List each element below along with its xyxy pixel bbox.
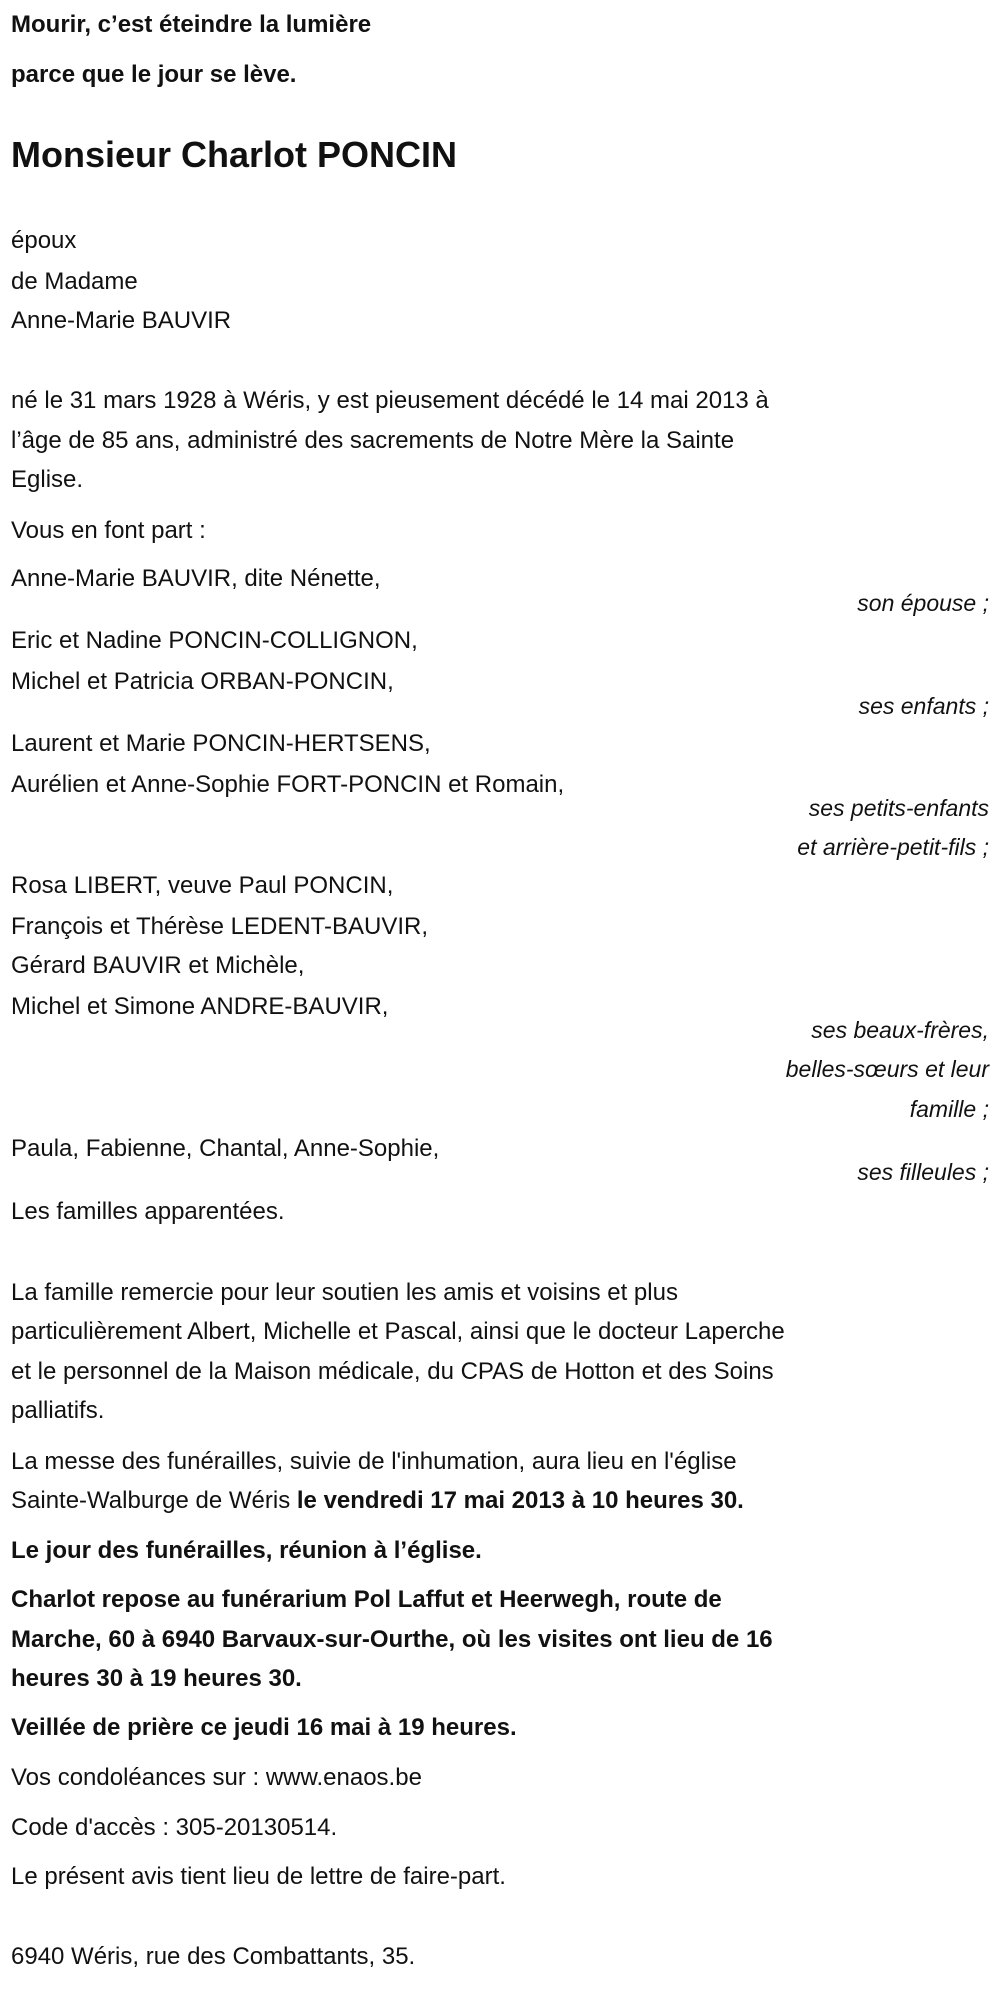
announce: Vous en font part : — [11, 517, 206, 544]
family-member: François et Thérèse LEDENT-BAUVIR, — [11, 913, 429, 940]
birth-line: né le 31 mars 1928 à Wéris, y est pieusement décédé le 14 mai 2013 à — [11, 387, 769, 414]
mass-place: Sainte-Walburge de Wéris — [11, 1487, 297, 1514]
mass-line: La messe des funérailles, suivie de l'inhumation, aura lieu en l'église — [11, 1448, 737, 1475]
thanks-line: particulièrement Albert, Michelle et Pascal, ainsi que le docteur Laperche — [11, 1318, 785, 1345]
access-code: Code d'accès : 305-20130514. — [11, 1814, 338, 1841]
spouse-line: époux — [11, 227, 77, 254]
family-role: et arrière-petit-fils ; — [797, 834, 989, 860]
family-related: Les familles apparentées. — [11, 1198, 285, 1225]
mass-date: le vendredi 17 mai 2013 à 10 heures 30. — [296, 1487, 744, 1514]
family-role: ses beaux-frères, — [811, 1017, 989, 1043]
address: 6940 Wéris, rue des Combattants, 35. — [11, 1943, 416, 1970]
family-role: famille ; — [909, 1096, 989, 1122]
gathering: Le jour des funérailles, réunion à l’église. — [11, 1537, 482, 1564]
epigraph-line: parce que le jour se lève. — [11, 61, 297, 88]
mass-line — [11, 1485, 744, 1517]
rest-line: Marche, 60 à 6940 Barvaux-sur-Ourthe, où les visites ont lieu de 16 — [11, 1626, 773, 1653]
rest-line: Charlot repose au funérarium Pol Laffut et Heerwegh, route de — [11, 1586, 722, 1613]
family-member: Michel et Simone ANDRE-BAUVIR, — [11, 993, 389, 1020]
family-role: ses petits-enfants — [808, 795, 989, 821]
birth-line: l’âge de 85 ans, administré des sacrements de Notre Mère la Sainte — [11, 427, 735, 454]
family-member: Michel et Patricia ORBAN-PONCIN, — [11, 668, 394, 695]
spouse-line: Anne-Marie BAUVIR — [11, 307, 232, 334]
family-member: Laurent et Marie PONCIN-HERTSENS, — [11, 730, 431, 757]
page-title: Monsieur Charlot PONCIN — [11, 134, 458, 175]
family-member: Anne-Marie BAUVIR, dite Nénette, — [11, 565, 381, 592]
notice: Le présent avis tient lieu de lettre de faire-part. — [11, 1863, 506, 1890]
vigil: Veillée de prière ce jeudi 16 mai à 19 heures. — [11, 1714, 517, 1741]
epigraph-line: Mourir, c’est éteindre la lumière — [11, 11, 372, 38]
thanks-line: et le personnel de la Maison médicale, du CPAS de Hotton et des Soins — [11, 1358, 774, 1385]
thanks-line: palliatifs. — [11, 1397, 105, 1424]
thanks-line: La famille remercie pour leur soutien les amis et voisins et plus — [11, 1279, 678, 1306]
spouse-line: de Madame — [11, 268, 138, 295]
family-member: Rosa LIBERT, veuve Paul PONCIN, — [11, 872, 394, 899]
birth-line: Eglise. — [11, 466, 84, 493]
family-member: Eric et Nadine PONCIN-COLLIGNON, — [11, 627, 418, 654]
family-member: Aurélien et Anne-Sophie FORT-PONCIN et Romain, — [11, 771, 565, 798]
family-role: ses filleules ; — [857, 1159, 989, 1185]
rest-line: heures 30 à 19 heures 30. — [11, 1665, 302, 1692]
family-role: belles-sœurs et leur — [785, 1056, 989, 1082]
family-role: son épouse ; — [857, 590, 989, 616]
family-role: ses enfants ; — [858, 693, 989, 719]
family-member: Gérard BAUVIR et Michèle, — [11, 952, 305, 979]
condolences: Vos condoléances sur : www.enaos.be — [11, 1764, 422, 1791]
family-member: Paula, Fabienne, Chantal, Anne-Sophie, — [11, 1135, 440, 1162]
